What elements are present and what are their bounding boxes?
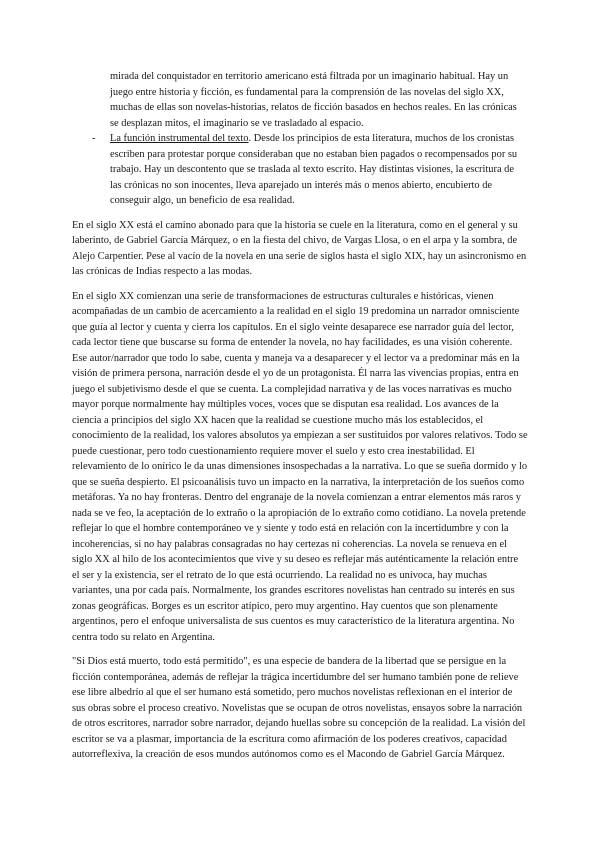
paragraph-gap (72, 209, 528, 218)
paragraph-if-god-is-dead: "Si Dios está muerto, todo está permitido", es una especie de bandera de la libertad que se persigue en la ficción contemporánea, además de reflejar la trágica incertidumbre del ser humano también pone de relieve ese libre albedrío al que el ser humano está sometido, pero muchos novelistas reflexionan en el interior de sus obras sobre el proceso creativo. Novelistas que se ocupan de otros novelistas, ensayos sobre la narración de otros escritores, narrador sobre narrador, dejando huellas sobre su concepción de la realidad. La visión del escritor se va a plasmar, importancia de la escritura como afirmación de los poderes creativos, capacidad autorreflexiva, la creación de esos mundos autónomos como es el Macondo de Gabriel García Márquez. (72, 656, 526, 760)
paragraph-twentieth-century-transformations: En el siglo XX comienzan una serie de transformaciones de estructuras culturales e históricas, vienen acompañadas de un cambio de acercamiento a la realidad en el siglo 19 predomina un narrador omnisciente que guía al lector y cuenta y cierra los capítulos. En el siglo veinte desaparece ese narrador guía del lector, cada lector tiene que buscarse su forma de entender la novela, no hay facilidades, es una visión coherente. Ese autor/narrador que todo lo sabe, cuenta y maneja va a desaparecer y el lector va a predominar más en la visión de primera persona, narración desde el yo de un protagonista. Él narra las vivencias propias, entra en juego el subjetivismo desde el que se cuenta. La complejidad narrativa y de las voces narrativas es mucho mayor porque normalmente hay múltiples voces, voces que se disputan esa realidad. Los avances de la ciencia a principios del siglo XX hacen que la realidad se cuestione mucho más los establecidos, el conocimiento de la realidad, los valores absolutos ya empiezan a ser sustituidos por valores relativos. Todo se puede cuestionar, pero todo cuestionamiento requiere mover el suelo y esto crea inestabilidad. El relevamiento de lo onírico le da unas dimensiones insospechadas a la narrativa. Lo que se sueña dormido y lo que se sueña despierto. El psicoanálisis tuvo un impacto en la narrativa, la interpretación de los sueños como metáforas. Ya no hay fronteras. Dentro del engranaje de la novela comienzan a entrar elementos más raros y nada se ve feo, la aceptación de lo extraño o la apropiación de lo extraño como cotidiano. La novela pretende reflejar lo que el hombre contemporáneo ve y siente y todo está en relación con la incertidumbre y con la incoherencias, si no hay palabras consagradas no hay certezas ni coherencias. La novela se renueva en el siglo XX al hilo de los acontecimientos que vive y su deseo es reflejar más auténticamente la relación entre el ser y la existencia, ser el retrato de lo que está ocurriendo. La realidad no es unívoca, hay muchas variantes, una por cada país. Normalmente, los grandes escritores novelistas han centrado su interés en sus zonas geográficas. Borges es un escritor atípico, pero muy argentino. Hay cuentos que son plenamente argentinos, pero el enfoque universalista de sus cuentos es muy característico de la literatura argentina. No centra todo su relato en Argentina. (72, 290, 528, 643)
bullet-title: La función instrumental del texto (110, 133, 249, 144)
paragraph-gap (72, 280, 528, 289)
bullet-marker: - (92, 133, 96, 144)
continued-paragraph: mirada del conquistador en territorio americano está filtrada por un imaginario habitual. Hay un juego entre historia y ficción, es fundamental para la comprensión de las novelas del siglo XX, muchas de ellas son novelas-historias, relatos de ficción basados en hechos reales. En las crónicas se desplazan mitos, el imaginario se ve trasladado al espacio. (110, 71, 517, 129)
paragraph-gap (72, 645, 528, 654)
paragraph-history-in-literature: En el siglo XX está el camino abonado para que la historia se cuele en la literatura, como en el general y su laberinto, de Gabriel García Márquez, o en la fiesta del chivo, de Vargas Llosa, o en el arpa y la sombra, de Alejo Carpentier. Pese al vacío de la novela en una serie de siglos hasta el siglo XIX, hay un asincronismo en las crónicas de Indias respecto a las modas. (72, 219, 527, 277)
bullet-text: . Desde los principios de esta literatura, muchos de los cronistas escriben para protestar porque consideraban que no estaban bien pagados o recompensados por su trabajo. Hay un descontento que se traslada al texto escrito. Hay distintas visiones, la escritura de las crónicas no son inocentes, lleva aparejado un interés más o menos abierto, encubierto de conseguir algo, un beneficio de esa realidad. (110, 133, 518, 206)
bullet-item-instrumental-function (72, 131, 528, 209)
